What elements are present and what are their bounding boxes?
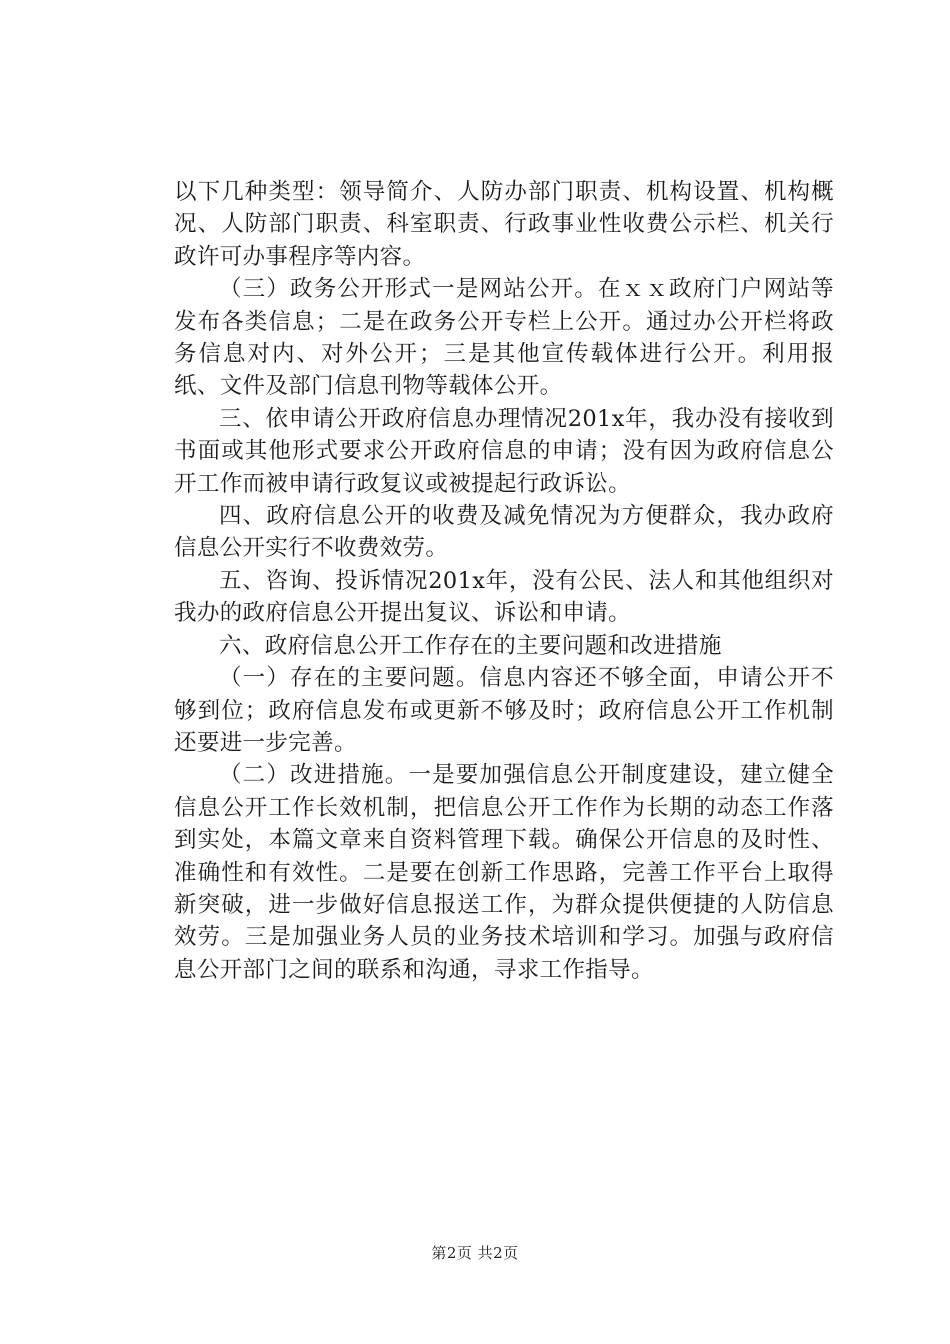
document-body [174,176,834,986]
page-number-footer: 第2页 共2页 [431,1244,519,1262]
paragraph-improvement-measures: （二）改进措施。一是要加强信息公开制度建设，建立健全信息公开工作长效机制，把信息公开工作作为长期的动态工作落到实处，本篇文章来自资料管理下载。确保公开信息的及时性、准确性和有效性。二是要在创新工作思路，完善工作平台上取得新突破，进一步做好信息报送工作，为群众提供便捷的人防信息效劳。三是加强业务人员的业务技术培训和学习。加强与政府信息公开部门之间的联系和沟通，寻求工作指导。 [174,762,834,983]
paragraph-fees: 四、政府信息公开的收费及减免情况为方便群众，我办政府信息公开实行不收费效劳。 [174,503,834,562]
paragraph-disclosure-forms: （三）政务公开形式一是网站公开。在ｘｘ政府门户网站等发布各类信息；二是在政务公开专栏上公开。通过办公开栏将政务信息对内、对外公开；三是其他宣传载体进行公开。利用报纸、文件及部门信息刊物等载体公开。 [174,276,834,400]
paragraph-section-heading-problems: 六、政府信息公开工作存在的主要问题和改进措施 [219,632,722,659]
paragraph-request-disclosure: 三、依申请公开政府信息办理情况201x年，我办没有接收到书面或其他形式要求公开政府信息的申请；没有因为政府信息公开工作而被申请行政复议或被提起行政诉讼。 [174,405,834,497]
paragraph-main-problems: （一）存在的主要问题。信息内容还不够全面，申请公开不够到位；政府信息发布或更新不够及时；政府信息公开工作机制还要进一步完善。 [174,665,834,756]
paragraph-continued-types: 以下几种类型：领导简介、人防办部门职责、机构设置、机构概况、人防部门职责、科室职责、行政事业性收费公示栏、机关行政许可办事程序等内容。 [174,179,834,270]
paragraph-complaints: 五、咨询、投诉情况201x年，没有公民、法人和其他组织对我办的政府信息公开提出复议、诉讼和申请。 [174,567,834,627]
